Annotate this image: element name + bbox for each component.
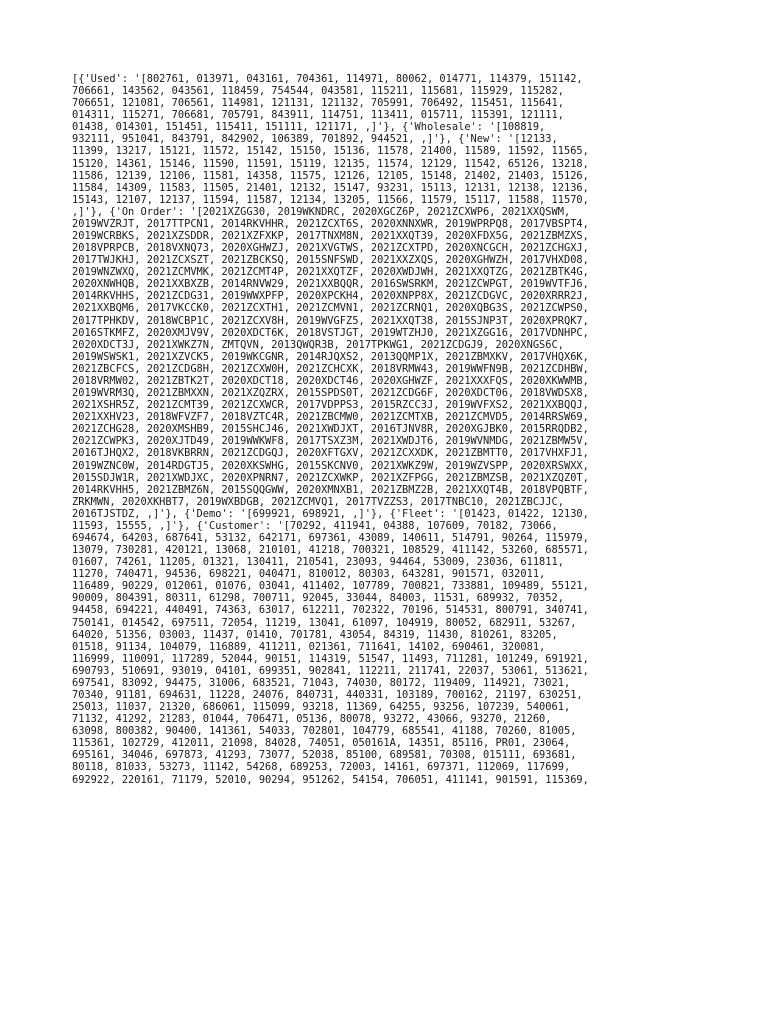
text-line: 2017TPHKDV, 2018WCBP1C, 2021ZCXV8H, 2019WVGFZ5, 2021XXQT38, 2015SJNP3T, 2020XPRQK7, — [72, 314, 589, 327]
document-text — [72, 73, 700, 931]
text-line: 2015SDJW1R, 2021XWDJXC, 2020XPNRN7, 2021ZCXWKP, 2021XZFPGG, 2021ZBMZSB, 2021XZQZ0T, — [72, 471, 589, 484]
text-line: 2014RKVHH5, 2021ZBMZ6N, 2015SQQGWW, 2020XMNXB1, 2021ZBMZ2B, 2021XXQT4B, 2018VPQBTF, — [72, 483, 589, 496]
text-line: 115361, 102729, 412011, 21098, 84028, 74051, 050161A, 14351, 85116, PR01, 23064, — [72, 737, 571, 750]
text-line: 2021XXHV23, 2018WFVZF7, 2018VZTC4R, 2021ZBCMW0, 2021ZCMTXB, 2021ZCMVD5, 2014RRSW69, — [72, 411, 589, 424]
text-line: 2014RKVHHS, 2021ZCDG31, 2019WWXPFP, 2020XPCKH4, 2020XNPP8X, 2021ZCDGVC, 2020XRRR2J, — [72, 290, 589, 303]
text-line: 692922, 220161, 71179, 52010, 90294, 951262, 54154, 706051, 411141, 901591, 115369, — [72, 773, 589, 786]
text-line — [72, 786, 700, 798]
text-line: 13079, 730281, 420121, 13068, 210101, 41218, 700321, 108529, 411142, 53260, 685571, — [72, 544, 589, 557]
text-line: 694674, 64203, 687641, 53132, 642171, 697361, 43089, 140611, 514791, 90264, 115979, — [72, 531, 589, 544]
text-line — [72, 810, 700, 822]
text-line: 01438, 014301, 151451, 115411, 151111, 121171, ,]'}, {'Wholesale': '[108819, — [72, 121, 546, 134]
text-line — [72, 822, 700, 834]
text-line: 90009, 804391, 80311, 61298, 700711, 92045, 33044, 84003, 11531, 689932, 70352, — [72, 592, 564, 605]
text-line: 11399, 13217, 15121, 11572, 15142, 15150, 15136, 11578, 21400, 11589, 11592, 11565, — [72, 145, 589, 158]
text-line: 01607, 74261, 11205, 01321, 130411, 210541, 23093, 94464, 53009, 23036, 611811, — [72, 556, 564, 569]
text-line: 2021XXBQM6, 2017VKCCK0, 2021ZCXTH1, 2021ZCMVN1, 2021ZCRNQ1, 2020XQBG3S, 2021ZCWPS0, — [72, 302, 589, 315]
text-line: 2019WZNC0W, 2014RDGTJ5, 2020XKSWHG, 2015SKCNV0, 2021XWKZ9W, 2019WZVSPP, 2020XRSWXX, — [72, 459, 589, 472]
text-line: 2019WVZRJT, 2017TTPCN1, 2014RKVHHR, 2021ZCXT6S, 2020XNNXWR, 2019WPRPQ8, 2017VBSPT4, — [72, 217, 589, 230]
text-line: 11584, 14309, 11583, 11505, 21401, 12132, 15147, 93231, 15113, 12131, 12138, 12136, — [72, 181, 589, 194]
text-line — [72, 882, 700, 894]
text-line: 697541, 83092, 94475, 31006, 683521, 71043, 74030, 80172, 119409, 114921, 73021, — [72, 676, 571, 689]
text-line: 70340, 91181, 694631, 11228, 24076, 840731, 440331, 103189, 700162, 21197, 630251, — [72, 688, 583, 701]
text-line: 706651, 121081, 706561, 114981, 121131, 121132, 705991, 706492, 115451, 115641, — [72, 97, 564, 110]
text-line: 11586, 12139, 12106, 11581, 14358, 11575, 12126, 12105, 15148, 21402, 21403, 15126, — [72, 169, 589, 182]
text-line — [72, 798, 700, 810]
text-line: 2016TJSTDZ, ,]'}, {'Demo': '[699921, 698921, ,]'}, {'Fleet': '[01423, 01422, 12130, — [72, 507, 589, 520]
text-line: 11270, 740471, 94536, 698221, 040471, 810012, 80303, 643281, 901571, 032011, — [72, 568, 546, 581]
text-line: 2020XNWHQB, 2021XXBXZB, 2014RNVW29, 2021XXBQQR, 2016SWSRKM, 2021ZCWPGT, 2019WVTFJ6, — [72, 278, 589, 291]
text-line: [{'Used': '[802761, 013971, 043161, 704361, 114971, 80062, 014771, 114379, 151142, — [72, 73, 583, 85]
text-line: 2020XDCT3J, 2021XWKZ7N, ZMTQVN, 2013QWQR3B, 2017TPKWG1, 2021ZCDGJ9, 2020XNGS6C, — [72, 338, 564, 351]
text-line — [72, 918, 700, 930]
text-line — [72, 846, 700, 858]
text-line: 94458, 694221, 440491, 74363, 63017, 612211, 702322, 70196, 514531, 800791, 340741, — [72, 604, 589, 617]
text-line: 116999, 110091, 117289, 52044, 90151, 114319, 51547, 11493, 711281, 101249, 691921, — [72, 652, 589, 665]
text-line — [72, 834, 700, 846]
text-line: 2019WVRM3Q, 2021ZBMXXN, 2021XZQZRX, 2015SPDS0T, 2021ZCDG6F, 2020XDCT06, 2018VWDSX8, — [72, 387, 589, 400]
text-line: 2019WNZWXQ, 2021ZCMVMK, 2021ZCMT4P, 2021XXQTZF, 2020XWDJWH, 2021XXQTZG, 2021ZBTK4G, — [72, 266, 589, 279]
text-line — [72, 894, 700, 906]
text-line: 71132, 41292, 21283, 01044, 706471, 05136, 80078, 93272, 43066, 93270, 21260, — [72, 713, 552, 726]
text-line: 695161, 34046, 697873, 41293, 73077, 52038, 85100, 689581, 70308, 015111, 693681, — [72, 749, 577, 762]
text-line: 80118, 81033, 53273, 11142, 54268, 689253, 72003, 14161, 697371, 112069, 117699, — [72, 761, 571, 774]
text-line: 690793, 510691, 93019, 04101, 699351, 902841, 112211, 211741, 22037, 53061, 513621, — [72, 664, 589, 677]
text-line: 2016TJHQX2, 2018VKBRRN, 2021ZCDGQJ, 2020XFTGXV, 2021ZCXXDK, 2021ZBMTT0, 2017VHXFJ1, — [72, 447, 589, 460]
text-line — [72, 906, 700, 918]
text-line: 2019WSWSK1, 2021XZVCK5, 2019WKCGNR, 2014RJQXS2, 2013QQMP1X, 2021ZBMXKV, 2017VHQX6K, — [72, 350, 589, 363]
text-line: 2021XSHR5Z, 2021ZCMT39, 2021ZCXWCR, 2017VDPPS3, 2015RZCC3J, 2019WVFXS2, 2021XXBQQJ, — [72, 399, 589, 412]
text-line: 750141, 014542, 697511, 72054, 11219, 13041, 61097, 104919, 80052, 682911, 53267, — [72, 616, 577, 629]
text-line: 2021ZCWPK3, 2020XJTD49, 2019WWKWF8, 2017TSXZ3M, 2021XWDJT6, 2019WVNMDG, 2021ZBMW5V, — [72, 435, 589, 448]
text-line — [72, 870, 700, 882]
text-line: 01518, 91134, 104079, 116889, 411211, 021361, 711641, 14102, 690461, 320081, — [72, 640, 546, 653]
text-line: ,]'}, {'On Order': '[2021XZGG30, 2019WKNDRC, 2020XGCZ6P, 2021ZCXWP6, 2021XXQSWM, — [72, 205, 571, 218]
text-line: 932111, 951041, 843791, 842902, 106389, 701892, 944521, ,]'}, {'New': '[12133, — [72, 133, 558, 146]
text-line — [72, 858, 700, 870]
text-line: 014311, 115271, 706681, 705791, 843911, 114751, 113411, 015711, 115391, 121111, — [72, 109, 564, 122]
text-line: 2021ZCHG28, 2020XMSHB9, 2015SHCJ46, 2021XWDJXT, 2016TJNV8R, 2020XGJBK0, 2015RRQDB2, — [72, 423, 589, 436]
text-line: 2017TWJKHJ, 2021ZCXSZT, 2021ZBCKSQ, 2015SNFSWD, 2021XXZXQS, 2020XGHWZH, 2017VHXD08, — [72, 254, 589, 267]
text-line: 64020, 51356, 03003, 11437, 01410, 701781, 43054, 84319, 11430, 810261, 83205, — [72, 628, 558, 641]
text-line: 63098, 800382, 90400, 141361, 54033, 702801, 104779, 685541, 41188, 70260, 81005, — [72, 725, 577, 738]
text-line: 15143, 12107, 12137, 11594, 11587, 12134, 13205, 11566, 11579, 15117, 11588, 11570, — [72, 193, 589, 206]
text-line: 706661, 143562, 043561, 118459, 754544, 043581, 115211, 115681, 115929, 115282, — [72, 85, 564, 98]
text-line: 2018VRMW02, 2021ZBTK2T, 2020XDCT18, 2020XDCT46, 2020XGHWZF, 2021XXXFQS, 2020XKWWMB, — [72, 374, 589, 387]
text-line: 15120, 14361, 15146, 11590, 11591, 15119, 12135, 11574, 12129, 11542, 65126, 13218, — [72, 157, 589, 170]
text-line: 116489, 90229, 012061, 01076, 03041, 411402, 107789, 700821, 733881, 109489, 55121, — [72, 580, 589, 593]
text-line: 2016STKMFZ, 2020XMJV9V, 2020XDCT6K, 2018VSTJGT, 2019WTZHJ0, 2021XZGG16, 2017VDNHPC, — [72, 326, 589, 339]
text-line: 11593, 15555, ,]'}, {'Customer': '[70292, 411941, 04388, 107609, 70182, 73066, — [72, 519, 558, 532]
text-line: ZRKMWN, 2020XKHBT7, 2019WXBDGB, 2021ZCMVQ1, 2017TVZZS3, 2017TNBC10, 2021ZBCJJC, — [72, 495, 564, 508]
text-line: 2018VPRPCB, 2018VXNQ73, 2020XGHWZJ, 2021XVGTWS, 2021ZCXTPD, 2020XNCGCH, 2021ZCHGXJ, — [72, 242, 589, 255]
text-line: 25013, 11037, 21320, 686061, 115099, 93218, 11369, 64255, 93256, 107239, 540061, — [72, 701, 571, 714]
text-line: 2019WCRBKS, 2021XZSDDR, 2021XZFXKP, 2017TNXM8N, 2021XXQT39, 2020XFDX5G, 2021ZBMZXS, — [72, 230, 589, 243]
text-line: 2021ZBCFCS, 2021ZCDG8H, 2021ZCXW0H, 2021ZCHCXK, 2018VRMW43, 2019WWFN9B, 2021ZCDHBW, — [72, 362, 589, 375]
